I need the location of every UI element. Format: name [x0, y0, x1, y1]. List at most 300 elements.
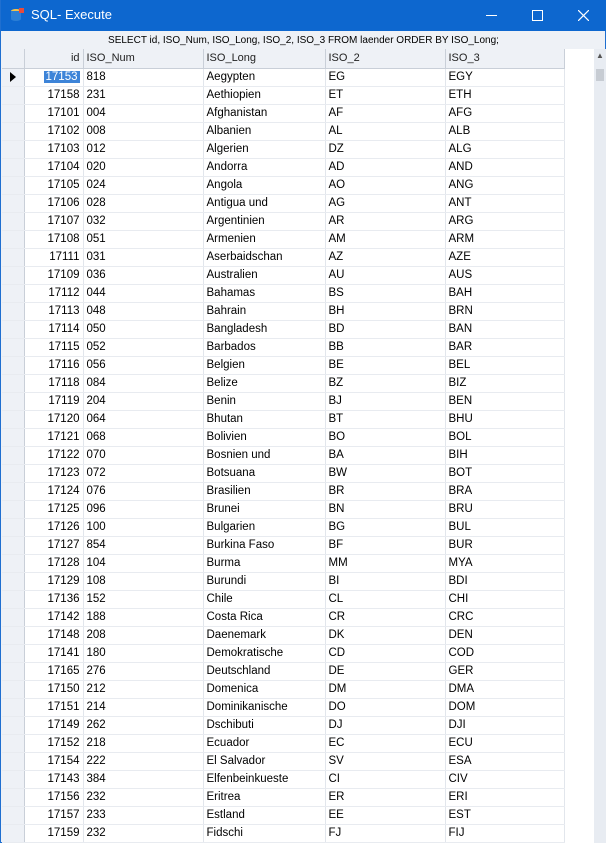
table-row[interactable] [2, 482, 564, 500]
result-grid[interactable] [2, 49, 594, 843]
cell-iso-long[interactable] [203, 302, 325, 320]
cell-id[interactable] [24, 320, 83, 338]
column-header-iso-long[interactable]: ISO_Long [203, 49, 325, 68]
cell-iso-3[interactable] [445, 140, 564, 158]
table-row[interactable] [2, 662, 564, 680]
cell-id[interactable] [24, 284, 83, 302]
table-row[interactable] [2, 104, 564, 122]
cell-id[interactable] [24, 410, 83, 428]
cell-id[interactable] [24, 572, 83, 590]
row-indicator[interactable] [2, 644, 24, 662]
row-indicator[interactable] [2, 284, 24, 302]
cell-iso-num[interactable] [83, 626, 203, 644]
table-row[interactable] [2, 68, 564, 86]
cell-iso-num[interactable] [83, 320, 203, 338]
column-header-id[interactable]: id [24, 49, 83, 68]
cell-iso-2[interactable] [325, 626, 445, 644]
row-indicator[interactable] [2, 788, 24, 806]
row-indicator[interactable] [2, 572, 24, 590]
cell-iso-long[interactable] [203, 356, 325, 374]
row-indicator[interactable] [2, 302, 24, 320]
table-row[interactable] [2, 518, 564, 536]
close-button[interactable] [560, 0, 606, 31]
cell-iso-num[interactable] [83, 158, 203, 176]
cell-iso-long[interactable] [203, 518, 325, 536]
cell-iso-3[interactable] [445, 482, 564, 500]
row-indicator[interactable] [2, 464, 24, 482]
row-indicator[interactable] [2, 752, 24, 770]
cell-iso-3[interactable] [445, 176, 564, 194]
cell-id[interactable] [24, 266, 83, 284]
cell-iso-3[interactable] [445, 68, 564, 86]
row-indicator[interactable] [2, 590, 24, 608]
scroll-up-icon[interactable]: ▲ [596, 51, 604, 60]
cell-iso-3[interactable] [445, 554, 564, 572]
cell-id[interactable] [24, 590, 83, 608]
cell-iso-2[interactable] [325, 608, 445, 626]
cell-iso-3[interactable] [445, 302, 564, 320]
cell-iso-num[interactable] [83, 716, 203, 734]
table-row[interactable] [2, 320, 564, 338]
cell-iso-2[interactable] [325, 662, 445, 680]
cell-iso-3[interactable] [445, 266, 564, 284]
cell-iso-2[interactable] [325, 230, 445, 248]
table-row[interactable] [2, 302, 564, 320]
table-row[interactable] [2, 410, 564, 428]
cell-iso-2[interactable] [325, 446, 445, 464]
cell-iso-num[interactable] [83, 194, 203, 212]
cell-iso-long[interactable] [203, 410, 325, 428]
cell-id[interactable] [24, 536, 83, 554]
cell-iso-long[interactable] [203, 734, 325, 752]
cell-iso-3[interactable] [445, 212, 564, 230]
cell-iso-num[interactable] [83, 752, 203, 770]
table-row[interactable] [2, 608, 564, 626]
cell-iso-long[interactable] [203, 500, 325, 518]
cell-iso-3[interactable] [445, 104, 564, 122]
cell-id[interactable] [24, 86, 83, 104]
cell-iso-3[interactable] [445, 392, 564, 410]
cell-iso-num[interactable] [83, 446, 203, 464]
cell-iso-2[interactable] [325, 464, 445, 482]
cell-iso-num[interactable] [83, 734, 203, 752]
scrollbar-thumb[interactable] [596, 69, 604, 81]
cell-iso-long[interactable] [203, 212, 325, 230]
cell-id[interactable] [24, 680, 83, 698]
cell-iso-2[interactable] [325, 302, 445, 320]
row-indicator[interactable] [2, 392, 24, 410]
cell-id[interactable] [24, 806, 83, 824]
cell-iso-num[interactable] [83, 518, 203, 536]
cell-iso-long[interactable] [203, 698, 325, 716]
row-indicator[interactable] [2, 806, 24, 824]
cell-id[interactable] [24, 626, 83, 644]
cell-id[interactable] [24, 428, 83, 446]
table-row[interactable] [2, 806, 564, 824]
cell-iso-3[interactable] [445, 428, 564, 446]
cell-iso-2[interactable] [325, 752, 445, 770]
cell-iso-num[interactable] [83, 86, 203, 104]
cell-iso-3[interactable] [445, 284, 564, 302]
cell-iso-2[interactable] [325, 698, 445, 716]
row-indicator[interactable] [2, 554, 24, 572]
table-row[interactable] [2, 428, 564, 446]
cell-iso-3[interactable] [445, 806, 564, 824]
cell-iso-num[interactable] [83, 500, 203, 518]
row-indicator[interactable] [2, 536, 24, 554]
cell-id[interactable] [24, 140, 83, 158]
cell-iso-2[interactable] [325, 248, 445, 266]
cell-iso-3[interactable] [445, 536, 564, 554]
cell-iso-num[interactable] [83, 680, 203, 698]
cell-iso-2[interactable] [325, 104, 445, 122]
row-indicator[interactable] [2, 248, 24, 266]
cell-iso-long[interactable] [203, 284, 325, 302]
cell-iso-long[interactable] [203, 374, 325, 392]
cell-iso-3[interactable] [445, 716, 564, 734]
cell-iso-3[interactable] [445, 590, 564, 608]
cell-iso-3[interactable] [445, 734, 564, 752]
table-row[interactable] [2, 824, 564, 842]
title-bar[interactable] [1, 0, 606, 31]
cell-iso-3[interactable] [445, 230, 564, 248]
cell-iso-2[interactable] [325, 140, 445, 158]
cell-iso-long[interactable] [203, 752, 325, 770]
cell-iso-long[interactable] [203, 482, 325, 500]
cell-iso-2[interactable] [325, 158, 445, 176]
table-row[interactable] [2, 248, 564, 266]
cell-iso-long[interactable] [203, 680, 325, 698]
cell-iso-3[interactable] [445, 86, 564, 104]
cell-iso-2[interactable] [325, 770, 445, 788]
table-row[interactable] [2, 374, 564, 392]
table-row[interactable] [2, 536, 564, 554]
table-row[interactable] [2, 590, 564, 608]
cell-iso-long[interactable] [203, 446, 325, 464]
cell-iso-num[interactable] [83, 824, 203, 842]
cell-iso-long[interactable] [203, 176, 325, 194]
table-row[interactable] [2, 230, 564, 248]
cell-iso-long[interactable] [203, 194, 325, 212]
cell-iso-num[interactable] [83, 68, 203, 86]
row-indicator[interactable] [2, 104, 24, 122]
cell-iso-3[interactable] [445, 248, 564, 266]
cell-iso-2[interactable] [325, 320, 445, 338]
cell-iso-2[interactable] [325, 266, 445, 284]
column-header-iso-num[interactable]: ISO_Num [83, 49, 203, 68]
cell-iso-2[interactable] [325, 536, 445, 554]
cell-iso-2[interactable] [325, 212, 445, 230]
table-row[interactable] [2, 194, 564, 212]
cell-iso-num[interactable] [83, 698, 203, 716]
cell-iso-3[interactable] [445, 158, 564, 176]
maximize-button[interactable] [514, 0, 560, 31]
cell-iso-num[interactable] [83, 662, 203, 680]
row-indicator[interactable] [2, 230, 24, 248]
cell-iso-num[interactable] [83, 266, 203, 284]
cell-id[interactable] [24, 662, 83, 680]
row-indicator[interactable] [2, 734, 24, 752]
cell-iso-2[interactable] [325, 518, 445, 536]
cell-iso-3[interactable] [445, 824, 564, 842]
cell-iso-num[interactable] [83, 644, 203, 662]
cell-id[interactable] [24, 788, 83, 806]
cell-iso-2[interactable] [325, 572, 445, 590]
cell-id[interactable] [24, 500, 83, 518]
cell-iso-long[interactable] [203, 806, 325, 824]
cell-iso-2[interactable] [325, 680, 445, 698]
cell-id[interactable] [24, 248, 83, 266]
cell-id[interactable] [24, 464, 83, 482]
cell-iso-3[interactable] [445, 338, 564, 356]
cell-iso-num[interactable] [83, 572, 203, 590]
cell-iso-2[interactable] [325, 824, 445, 842]
cell-id[interactable] [24, 104, 83, 122]
cell-id[interactable] [24, 338, 83, 356]
table-row[interactable] [2, 140, 564, 158]
row-indicator[interactable] [2, 716, 24, 734]
cell-iso-2[interactable] [325, 482, 445, 500]
column-header-iso-2[interactable]: ISO_2 [325, 49, 445, 68]
table-row[interactable] [2, 770, 564, 788]
cell-iso-num[interactable] [83, 302, 203, 320]
cell-id[interactable] [24, 122, 83, 140]
cell-iso-long[interactable] [203, 230, 325, 248]
cell-iso-3[interactable] [445, 446, 564, 464]
cell-iso-2[interactable] [325, 500, 445, 518]
cell-iso-long[interactable] [203, 104, 325, 122]
cell-id[interactable] [24, 608, 83, 626]
row-indicator[interactable] [2, 662, 24, 680]
table-row[interactable] [2, 644, 564, 662]
cell-iso-2[interactable] [325, 284, 445, 302]
cell-iso-2[interactable] [325, 392, 445, 410]
table-row[interactable] [2, 176, 564, 194]
cell-iso-num[interactable] [83, 554, 203, 572]
cell-id[interactable] [24, 356, 83, 374]
cell-iso-3[interactable] [445, 626, 564, 644]
cell-iso-long[interactable] [203, 428, 325, 446]
table-row[interactable] [2, 626, 564, 644]
cell-iso-3[interactable] [445, 644, 564, 662]
table-row[interactable] [2, 698, 564, 716]
row-indicator[interactable] [2, 320, 24, 338]
row-indicator[interactable] [2, 770, 24, 788]
cell-iso-3[interactable] [445, 752, 564, 770]
cell-iso-long[interactable] [203, 320, 325, 338]
row-indicator[interactable] [2, 374, 24, 392]
cell-iso-2[interactable] [325, 338, 445, 356]
cell-iso-long[interactable] [203, 554, 325, 572]
table-row[interactable] [2, 500, 564, 518]
cell-id[interactable] [24, 824, 83, 842]
cell-iso-num[interactable] [83, 212, 203, 230]
table-row[interactable] [2, 716, 564, 734]
cell-id[interactable] [24, 698, 83, 716]
cell-iso-num[interactable] [83, 608, 203, 626]
cell-iso-2[interactable] [325, 374, 445, 392]
table-row[interactable] [2, 680, 564, 698]
cell-iso-long[interactable] [203, 122, 325, 140]
row-indicator[interactable] [2, 824, 24, 842]
cell-iso-2[interactable] [325, 428, 445, 446]
cell-iso-3[interactable] [445, 770, 564, 788]
cell-iso-long[interactable] [203, 608, 325, 626]
cell-iso-3[interactable] [445, 608, 564, 626]
cell-iso-3[interactable] [445, 464, 564, 482]
cell-iso-long[interactable] [203, 626, 325, 644]
table-row[interactable] [2, 752, 564, 770]
row-indicator[interactable] [2, 68, 24, 86]
cell-iso-3[interactable] [445, 410, 564, 428]
row-indicator[interactable] [2, 446, 24, 464]
row-indicator[interactable] [2, 482, 24, 500]
cell-iso-num[interactable] [83, 428, 203, 446]
cell-iso-num[interactable] [83, 248, 203, 266]
cell-iso-long[interactable] [203, 716, 325, 734]
table-row[interactable] [2, 554, 564, 572]
cell-iso-2[interactable] [325, 410, 445, 428]
cell-iso-2[interactable] [325, 590, 445, 608]
cell-iso-long[interactable] [203, 536, 325, 554]
row-indicator[interactable] [2, 158, 24, 176]
cell-id[interactable] [24, 734, 83, 752]
cell-iso-3[interactable] [445, 518, 564, 536]
row-indicator[interactable] [2, 698, 24, 716]
table-row[interactable] [2, 734, 564, 752]
cell-iso-3[interactable] [445, 698, 564, 716]
cell-id[interactable] [24, 518, 83, 536]
cell-iso-num[interactable] [83, 284, 203, 302]
cell-iso-long[interactable] [203, 392, 325, 410]
row-indicator[interactable] [2, 608, 24, 626]
row-indicator[interactable] [2, 680, 24, 698]
cell-iso-num[interactable] [83, 464, 203, 482]
row-indicator[interactable] [2, 86, 24, 104]
cell-iso-long[interactable] [203, 770, 325, 788]
row-indicator[interactable] [2, 500, 24, 518]
cell-id[interactable] [24, 302, 83, 320]
table-row[interactable] [2, 284, 564, 302]
cell-iso-num[interactable] [83, 590, 203, 608]
cell-iso-3[interactable] [445, 356, 564, 374]
row-indicator[interactable] [2, 266, 24, 284]
table-row[interactable] [2, 86, 564, 104]
cell-iso-2[interactable] [325, 194, 445, 212]
cell-iso-num[interactable] [83, 806, 203, 824]
column-header-iso-3[interactable]: ISO_3 [445, 49, 564, 68]
table-row[interactable] [2, 392, 564, 410]
row-indicator[interactable] [2, 212, 24, 230]
cell-iso-long[interactable] [203, 788, 325, 806]
cell-iso-2[interactable] [325, 176, 445, 194]
cell-id[interactable] [24, 230, 83, 248]
cell-iso-2[interactable] [325, 734, 445, 752]
cell-iso-3[interactable] [445, 194, 564, 212]
cell-id[interactable] [24, 752, 83, 770]
cell-id[interactable] [24, 446, 83, 464]
row-indicator[interactable] [2, 518, 24, 536]
row-indicator[interactable] [2, 356, 24, 374]
cell-iso-3[interactable] [445, 320, 564, 338]
cell-iso-num[interactable] [83, 770, 203, 788]
cell-iso-num[interactable] [83, 482, 203, 500]
cell-id[interactable] [24, 68, 83, 86]
cell-iso-2[interactable] [325, 356, 445, 374]
cell-iso-long[interactable] [203, 266, 325, 284]
cell-iso-2[interactable] [325, 788, 445, 806]
cell-iso-num[interactable] [83, 122, 203, 140]
table-row[interactable] [2, 158, 564, 176]
cell-iso-3[interactable] [445, 662, 564, 680]
cell-iso-3[interactable] [445, 374, 564, 392]
cell-id[interactable] [24, 158, 83, 176]
cell-iso-2[interactable] [325, 806, 445, 824]
cell-iso-2[interactable] [325, 86, 445, 104]
table-row[interactable] [2, 266, 564, 284]
cell-iso-num[interactable] [83, 374, 203, 392]
cell-iso-long[interactable] [203, 158, 325, 176]
cell-id[interactable] [24, 554, 83, 572]
cell-iso-long[interactable] [203, 572, 325, 590]
cell-iso-num[interactable] [83, 410, 203, 428]
table-row[interactable] [2, 212, 564, 230]
row-indicator[interactable] [2, 338, 24, 356]
cell-iso-num[interactable] [83, 104, 203, 122]
table-row[interactable] [2, 122, 564, 140]
cell-id[interactable] [24, 482, 83, 500]
table-row[interactable] [2, 338, 564, 356]
cell-iso-num[interactable] [83, 176, 203, 194]
row-indicator[interactable] [2, 176, 24, 194]
cell-iso-long[interactable] [203, 662, 325, 680]
cell-iso-long[interactable] [203, 464, 325, 482]
cell-iso-2[interactable] [325, 68, 445, 86]
cell-iso-3[interactable] [445, 788, 564, 806]
cell-iso-long[interactable] [203, 86, 325, 104]
cell-iso-long[interactable] [203, 68, 325, 86]
row-indicator[interactable] [2, 428, 24, 446]
cell-id[interactable] [24, 644, 83, 662]
table-row[interactable] [2, 356, 564, 374]
cell-id[interactable] [24, 176, 83, 194]
table-row[interactable] [2, 446, 564, 464]
cell-iso-long[interactable] [203, 824, 325, 842]
cell-iso-num[interactable] [83, 230, 203, 248]
cell-iso-long[interactable] [203, 644, 325, 662]
cell-iso-3[interactable] [445, 572, 564, 590]
row-indicator[interactable] [2, 626, 24, 644]
row-indicator[interactable] [2, 194, 24, 212]
cell-iso-long[interactable] [203, 338, 325, 356]
table-row[interactable] [2, 464, 564, 482]
cell-iso-3[interactable] [445, 500, 564, 518]
cell-iso-num[interactable] [83, 356, 203, 374]
cell-iso-2[interactable] [325, 554, 445, 572]
cell-iso-num[interactable] [83, 788, 203, 806]
row-indicator[interactable] [2, 410, 24, 428]
cell-iso-num[interactable] [83, 140, 203, 158]
vertical-scrollbar[interactable] [594, 49, 606, 843]
table-row[interactable] [2, 572, 564, 590]
cell-iso-num[interactable] [83, 536, 203, 554]
cell-id[interactable] [24, 770, 83, 788]
minimize-button[interactable] [468, 0, 514, 31]
row-indicator[interactable] [2, 140, 24, 158]
table-row[interactable] [2, 788, 564, 806]
cell-iso-3[interactable] [445, 680, 564, 698]
row-indicator[interactable] [2, 122, 24, 140]
